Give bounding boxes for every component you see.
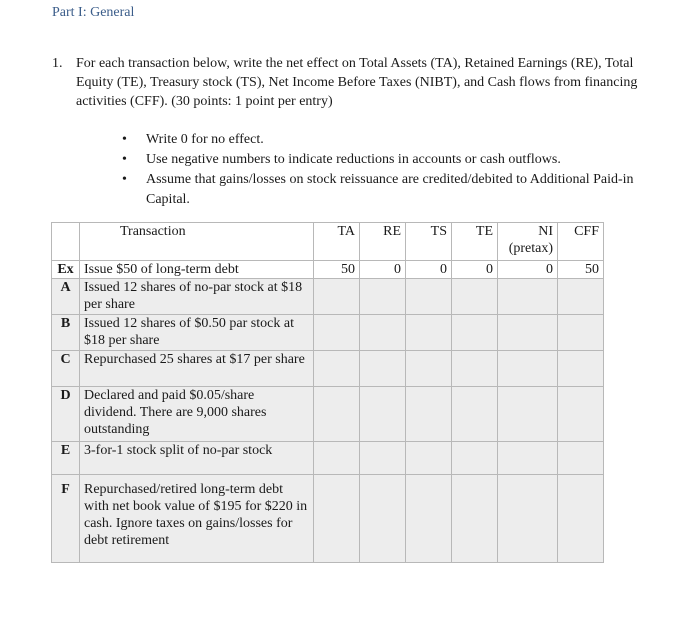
cell-ta-input[interactable] bbox=[314, 351, 360, 387]
row-transaction: Issued 12 shares of no-par stock at $18 per share bbox=[80, 279, 314, 315]
cell-ni: 0 bbox=[498, 261, 558, 279]
cell-cff-input[interactable] bbox=[558, 475, 604, 563]
cell-re-input[interactable] bbox=[360, 351, 406, 387]
row-label: Ex bbox=[52, 261, 80, 279]
cell-te-input[interactable] bbox=[452, 279, 498, 315]
cell-ts-input[interactable] bbox=[406, 442, 452, 475]
row-label: F bbox=[52, 475, 80, 563]
cell-cff-input[interactable] bbox=[558, 279, 604, 315]
cell-ta-input[interactable] bbox=[314, 279, 360, 315]
cell-ta-input[interactable] bbox=[314, 315, 360, 351]
cell-ta: 50 bbox=[314, 261, 360, 279]
cell-cff-input[interactable] bbox=[558, 387, 604, 442]
cell-ts-input[interactable] bbox=[406, 475, 452, 563]
cell-re-input[interactable] bbox=[360, 387, 406, 442]
row-label: A bbox=[52, 279, 80, 315]
question-text: For each transaction below, write the net effect on Total Assets (TA), Retained Earnings (RE), Total Equity (TE), Treasury stock (TS), Net Income Before Taxes (NIBT), and Cash flows from financing activities (CFF). (30 points: 1 point per entry) bbox=[76, 56, 638, 109]
row-transaction: Declared and paid $0.05/share dividend. There are 9,000 shares outstanding bbox=[80, 387, 314, 442]
cell-ni-input[interactable] bbox=[498, 315, 558, 351]
cell-ni-input[interactable] bbox=[498, 475, 558, 563]
cell-cff-input[interactable] bbox=[558, 351, 604, 387]
transactions-table bbox=[51, 222, 604, 563]
cell-te: 0 bbox=[452, 261, 498, 279]
bullet-icon: • bbox=[122, 152, 127, 167]
cell-ni-input[interactable] bbox=[498, 351, 558, 387]
row-transaction: Issue $50 of long-term debt bbox=[80, 261, 314, 279]
cell-re: 0 bbox=[360, 261, 406, 279]
row-transaction: Repurchased/retired long-term debt with net book value of $195 for $220 in cash. Ignore taxes on gains/losses for debt retirement bbox=[80, 475, 314, 563]
cell-ts-input[interactable] bbox=[406, 315, 452, 351]
cell-ni-input[interactable] bbox=[498, 279, 558, 315]
instruction-item: • Use negative numbers to indicate reductions in accounts or cash outflows. bbox=[120, 150, 650, 170]
cell-ta-input[interactable] bbox=[314, 387, 360, 442]
question-block bbox=[52, 54, 652, 111]
table-row bbox=[52, 351, 604, 387]
cell-ni-input[interactable] bbox=[498, 442, 558, 475]
example-row bbox=[52, 261, 604, 279]
table-row bbox=[52, 387, 604, 442]
cell-re-input[interactable] bbox=[360, 279, 406, 315]
cell-re-input[interactable] bbox=[360, 315, 406, 351]
cell-ts-input[interactable] bbox=[406, 387, 452, 442]
cell-re-input[interactable] bbox=[360, 475, 406, 563]
cell-te-input[interactable] bbox=[452, 475, 498, 563]
cell-cff-input[interactable] bbox=[558, 442, 604, 475]
cell-ts-input[interactable] bbox=[406, 351, 452, 387]
row-label: E bbox=[52, 442, 80, 475]
header-cff: CFF bbox=[558, 223, 604, 261]
header-te: TE bbox=[452, 223, 498, 261]
header-label bbox=[52, 223, 80, 261]
row-transaction: 3-for-1 stock split of no-par stock bbox=[80, 442, 314, 475]
bullet-icon: • bbox=[122, 132, 127, 147]
question-number: 1. bbox=[52, 56, 63, 71]
row-transaction: Issued 12 shares of $0.50 par stock at $18 per share bbox=[80, 315, 314, 351]
cell-cff: 50 bbox=[558, 261, 604, 279]
cell-ts-input[interactable] bbox=[406, 279, 452, 315]
row-label: C bbox=[52, 351, 80, 387]
table-row bbox=[52, 442, 604, 475]
instruction-item: • Write 0 for no effect. bbox=[120, 130, 650, 150]
row-label: D bbox=[52, 387, 80, 442]
table-row bbox=[52, 475, 604, 563]
cell-ni-input[interactable] bbox=[498, 387, 558, 442]
header-transaction: Transaction bbox=[80, 223, 314, 261]
header-ta: TA bbox=[314, 223, 360, 261]
cell-te-input[interactable] bbox=[452, 387, 498, 442]
header-ni: NI (pretax) bbox=[498, 223, 558, 261]
cell-re-input[interactable] bbox=[360, 442, 406, 475]
cell-te-input[interactable] bbox=[452, 442, 498, 475]
row-transaction: Repurchased 25 shares at $17 per share bbox=[80, 351, 314, 387]
cell-ts: 0 bbox=[406, 261, 452, 279]
table-row bbox=[52, 315, 604, 351]
row-label: B bbox=[52, 315, 80, 351]
cell-ta-input[interactable] bbox=[314, 475, 360, 563]
cell-ta-input[interactable] bbox=[314, 442, 360, 475]
part-header: Part I: General bbox=[52, 5, 135, 20]
cell-te-input[interactable] bbox=[452, 315, 498, 351]
header-ts: TS bbox=[406, 223, 452, 261]
header-re: RE bbox=[360, 223, 406, 261]
instruction-list bbox=[120, 130, 650, 210]
table-header-row bbox=[52, 223, 604, 261]
instruction-item: • Assume that gains/losses on stock reissuance are credited/debited to Additional Paid-in Capital. bbox=[122, 172, 634, 207]
bullet-icon: • bbox=[122, 172, 127, 187]
table-row bbox=[52, 279, 604, 315]
cell-te-input[interactable] bbox=[452, 351, 498, 387]
cell-cff-input[interactable] bbox=[558, 315, 604, 351]
